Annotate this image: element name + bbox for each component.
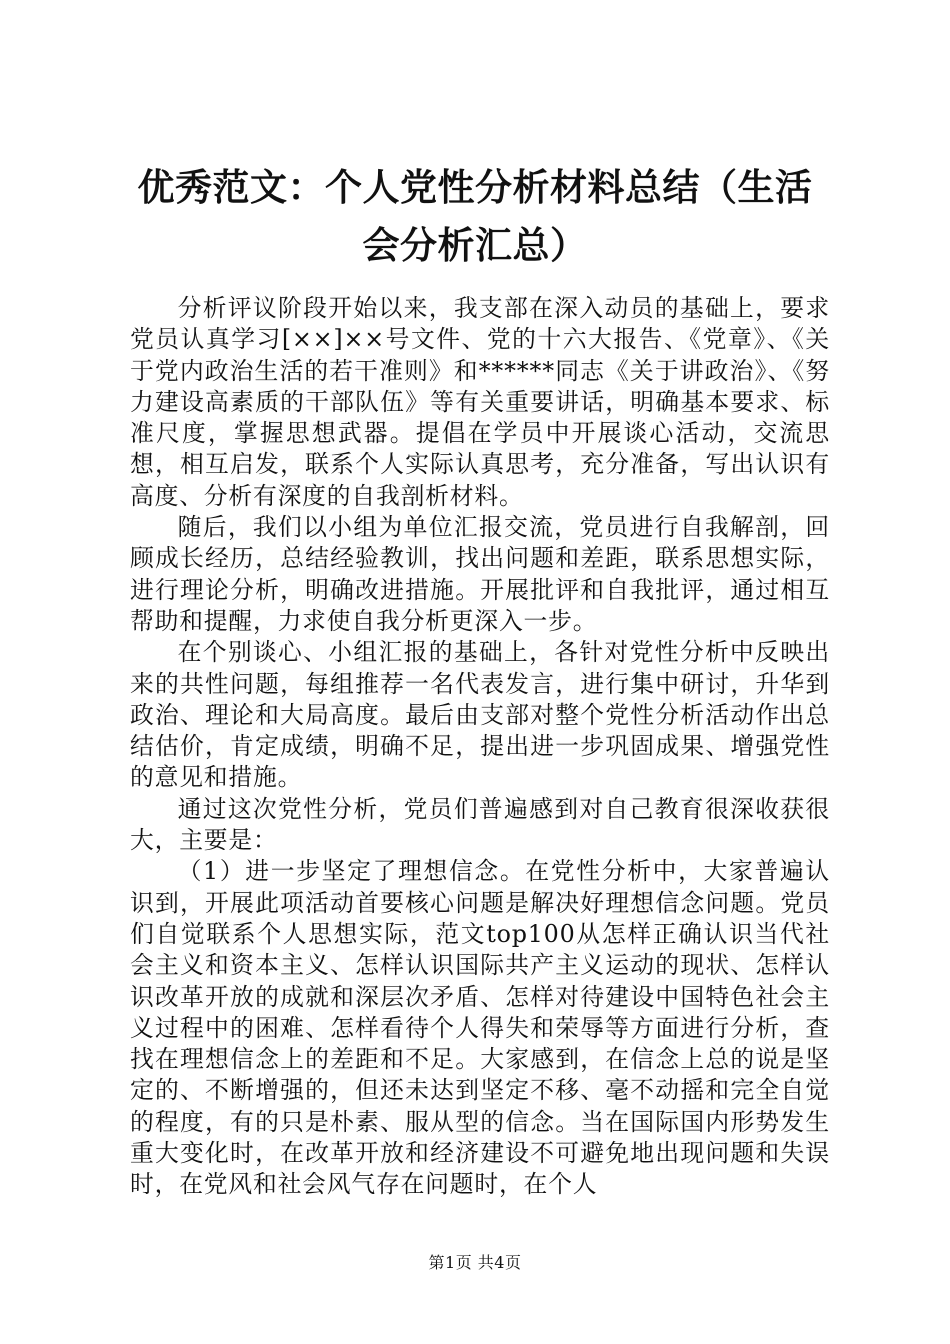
document-title: 优秀范文：个人党性分析材料总结（生活会分析汇总） xyxy=(137,165,813,267)
paragraph: （1）进一步坚定了理想信念。在党性分析中，大家普遍认识到，开展此项活动首要核心问题是解决好理想信念问题。党员们自觉联系个人思想实际，范文top100从怎样正确认识当代社会主义和资本主义、怎样认识国际共产主义运动的现状、怎样认识改革开放的成就和深层次矛盾、怎样对待建设中国特色社会主义过程中的困难、怎样看待个人得失和荣辱等方面进行分析，查找在理想信念上的差距和不足。大家感到，在信念上总的说是坚定的、不断增强的，但还未达到坚定不移、毫不动摇和完全自觉的程度，有的只是朴素、服从型的信念。当在国际国内形势发生重大变化时，在改革开放和经济建设不可避免地出现问题和失误时，在党风和社会风气存在问题时，在个人 xyxy=(130,857,830,1199)
paragraph: 分析评议阶段开始以来，我支部在深入动员的基础上，要求党员认真学习[××]××号文件、党的十六大报告、《党章》、《关于党内政治生活的若干准则》和******同志《关于讲政治》、《努力建设高素质的干部队伍》等有关重要讲话，明确基本要求、标准尺度，掌握思想武器。提倡在学员中开展谈心活动，交流思想，相互启发，联系个人实际认真思考，充分准备，写出认识有高度、分析有深度的自我剖析材料。 xyxy=(130,294,830,510)
paragraph: 通过这次党性分析，党员们普遍感到对自己教育很深收获很大，主要是： xyxy=(130,794,830,855)
document-body xyxy=(130,293,830,1201)
paragraph: 随后，我们以小组为单位汇报交流，党员进行自我解剖，回顾成长经历，总结经验教训，找出问题和差距，联系思想实际，进行理论分析，明确改进措施。开展批评和自我批评，通过相互帮助和提醒，力求使自我分析更深入一步。 xyxy=(130,513,830,635)
paragraph: 在个别谈心、小组汇报的基础上，各针对党性分析中反映出来的共性问题，每组推荐一名代表发言，进行集中研讨，升华到政治、理论和大局高度。最后由支部对整个党性分析活动作出总结估价，肯定成绩，明确不足，提出进一步巩固成果、增强党性的意见和措施。 xyxy=(130,638,830,792)
page-footer: 第1页 共4页 xyxy=(428,1253,522,1272)
